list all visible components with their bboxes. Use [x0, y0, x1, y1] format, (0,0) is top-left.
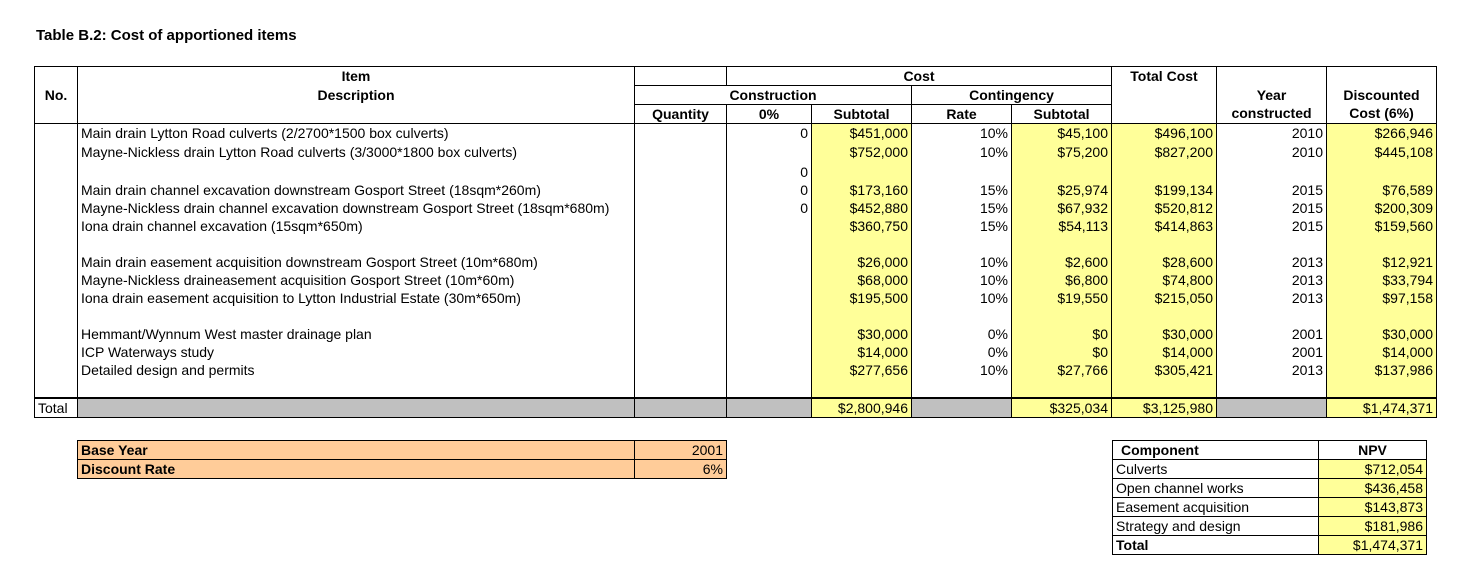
npv-header-npv: NPV: [1319, 441, 1427, 460]
row-description: Iona drain channel excavation (15sqm*650m): [78, 217, 635, 235]
row-subtotal: $752,000: [812, 142, 912, 163]
row-discounted: $97,158: [1327, 289, 1437, 307]
header-cell: [78, 105, 635, 124]
row-subtotal: $173,160: [812, 181, 912, 199]
table-row: [35, 142, 1437, 163]
row-construction-pct: [727, 271, 812, 289]
row-construction-pct: 0: [727, 181, 812, 199]
row-subtotal: $451,000: [812, 124, 912, 143]
cost-table: [34, 66, 1437, 418]
npv-component: Easement acquisition: [1113, 498, 1319, 517]
header-cell: [635, 67, 727, 86]
npv-row: [1113, 517, 1427, 536]
row-no: [35, 181, 78, 199]
header-no: No.: [35, 86, 78, 105]
row-year: [1217, 307, 1327, 325]
row-rate: 15%: [912, 181, 1012, 199]
row-construction-pct: [727, 307, 812, 325]
row-total-cost: [1112, 379, 1217, 398]
header-total-cost: Total Cost: [1112, 67, 1217, 86]
param-row: [78, 460, 727, 479]
param-label: Discount Rate: [78, 460, 635, 479]
row-total-cost: [1112, 235, 1217, 253]
table-row: [35, 199, 1437, 217]
row-year: 2015: [1217, 217, 1327, 235]
row-discounted: [1327, 307, 1437, 325]
row-total-cost: $520,812: [1112, 199, 1217, 217]
row-contingency: $67,932: [1012, 199, 1112, 217]
row-quantity: [635, 253, 727, 271]
row-no: [35, 217, 78, 235]
row-construction-pct: [727, 361, 812, 379]
row-no: [35, 124, 78, 143]
row-quantity: [635, 235, 727, 253]
row-contingency: $0: [1012, 343, 1112, 361]
parameters-table: [77, 440, 727, 479]
table-row: [35, 325, 1437, 343]
row-contingency: $0: [1012, 325, 1112, 343]
header-constructed: constructed: [1217, 105, 1327, 124]
row-construction-pct: [727, 343, 812, 361]
row-construction-pct: [727, 379, 812, 398]
table-title: Table B.2: Cost of apportioned items: [36, 27, 297, 44]
row-no: [35, 271, 78, 289]
row-quantity: [635, 181, 727, 199]
npv-value: $712,054: [1319, 460, 1427, 479]
header-cell: [1112, 105, 1217, 124]
row-contingency: $54,113: [1012, 217, 1112, 235]
row-total-cost: $14,000: [1112, 343, 1217, 361]
header-discounted: Discounted: [1327, 86, 1437, 105]
row-total-cost: $215,050: [1112, 289, 1217, 307]
row-description: [78, 235, 635, 253]
row-no: [35, 379, 78, 398]
total-row: [35, 398, 1437, 418]
row-construction-pct: 0: [727, 199, 812, 217]
row-no: [35, 289, 78, 307]
row-contingency: [1012, 379, 1112, 398]
row-year: [1217, 163, 1327, 181]
row-description: Hemmant/Wynnum West master drainage plan: [78, 325, 635, 343]
row-contingency: $25,974: [1012, 181, 1112, 199]
total-label: Total: [35, 398, 78, 418]
total-subtotal: $2,800,946: [812, 398, 912, 418]
npv-total-row: [1113, 536, 1427, 555]
total-contingency: $325,034: [1012, 398, 1112, 418]
npv-row: [1113, 460, 1427, 479]
row-description: Iona drain easement acquisition to Lytton Industrial Estate (30m*650m): [78, 289, 635, 307]
row-year: 2010: [1217, 124, 1327, 143]
row-year: 2001: [1217, 343, 1327, 361]
row-construction-pct: [727, 217, 812, 235]
header-cell: [35, 67, 78, 86]
npv-header-component: Component: [1113, 441, 1319, 460]
row-subtotal: $68,000: [812, 271, 912, 289]
npv-row: [1113, 479, 1427, 498]
total-cell: [635, 398, 727, 418]
row-contingency: [1012, 163, 1112, 181]
row-year: 2015: [1217, 199, 1327, 217]
row-contingency: $2,600: [1012, 253, 1112, 271]
row-description: Main drain easement acquisition downstream Gosport Street (10m*680m): [78, 253, 635, 271]
row-description: Mayne-Nickless drain Lytton Road culverts (3/3000*1800 box culverts): [78, 142, 635, 163]
header-cost: Cost: [727, 67, 1112, 86]
header-cell: [1112, 86, 1217, 105]
row-subtotal: [812, 379, 912, 398]
row-discounted: $200,309: [1327, 199, 1437, 217]
table-row: [35, 343, 1437, 361]
row-description: Detailed design and permits: [78, 361, 635, 379]
row-contingency: [1012, 235, 1112, 253]
table-row: [35, 289, 1437, 307]
row-subtotal: $30,000: [812, 325, 912, 343]
row-quantity: [635, 361, 727, 379]
row-quantity: [635, 343, 727, 361]
row-no: [35, 163, 78, 181]
row-year: 2010: [1217, 142, 1327, 163]
npv-table: [1112, 440, 1427, 555]
row-contingency: $27,766: [1012, 361, 1112, 379]
table-row: [35, 181, 1437, 199]
row-year: 2013: [1217, 289, 1327, 307]
row-quantity: [635, 163, 727, 181]
table-row: [35, 271, 1437, 289]
row-construction-pct: [727, 325, 812, 343]
npv-component: Culverts: [1113, 460, 1319, 479]
row-subtotal: $195,500: [812, 289, 912, 307]
npv-component: Open channel works: [1113, 479, 1319, 498]
row-rate: 15%: [912, 199, 1012, 217]
row-construction-pct: [727, 289, 812, 307]
row-year: 2013: [1217, 253, 1327, 271]
row-no: [35, 142, 78, 163]
row-no: [35, 235, 78, 253]
row-quantity: [635, 124, 727, 143]
row-subtotal: [812, 235, 912, 253]
row-contingency: $45,100: [1012, 124, 1112, 143]
total-cell: [1217, 398, 1327, 418]
row-rate: [912, 163, 1012, 181]
header-subtotal: Subtotal: [812, 105, 912, 124]
row-rate: 10%: [912, 361, 1012, 379]
header-cont-subtotal: Subtotal: [1012, 105, 1112, 124]
row-quantity: [635, 307, 727, 325]
total-cell: [727, 398, 812, 418]
header-cell: [1217, 67, 1327, 86]
row-rate: 0%: [912, 325, 1012, 343]
header-quantity: Quantity: [635, 105, 727, 124]
row-quantity: [635, 142, 727, 163]
row-discounted: [1327, 163, 1437, 181]
row-no: [35, 361, 78, 379]
table-row: [35, 307, 1437, 325]
row-total-cost: $28,600: [1112, 253, 1217, 271]
table-row: [35, 235, 1437, 253]
row-total-cost: $74,800: [1112, 271, 1217, 289]
row-quantity: [635, 325, 727, 343]
total-cell: [912, 398, 1012, 418]
row-no: [35, 253, 78, 271]
npv-row: [1113, 498, 1427, 517]
header-contingency: Contingency: [912, 86, 1112, 105]
row-rate: 0%: [912, 343, 1012, 361]
row-description: Main drain channel excavation downstream Gosport Street (18sqm*260m): [78, 181, 635, 199]
row-rate: 10%: [912, 124, 1012, 143]
row-description: [78, 163, 635, 181]
header-cell: Construction: [635, 86, 912, 105]
row-construction-pct: [727, 253, 812, 271]
row-total-cost: $305,421: [1112, 361, 1217, 379]
row-rate: 10%: [912, 289, 1012, 307]
row-year: 2013: [1217, 271, 1327, 289]
total-total-cost: $3,125,980: [1112, 398, 1217, 418]
row-description: Main drain Lytton Road culverts (2/2700*1500 box culverts): [78, 124, 635, 143]
param-value: 2001: [635, 441, 727, 460]
row-no: [35, 307, 78, 325]
npv-value: $181,986: [1319, 517, 1427, 536]
row-subtotal: $277,656: [812, 361, 912, 379]
table-row: [35, 217, 1437, 235]
row-construction-pct: [727, 142, 812, 163]
table-row: [35, 124, 1437, 143]
header-cell: [1327, 67, 1437, 86]
row-year: [1217, 235, 1327, 253]
total-cell: [78, 398, 635, 418]
row-total-cost: $199,134: [1112, 181, 1217, 199]
row-contingency: [1012, 307, 1112, 325]
npv-total-label: Total: [1113, 536, 1319, 555]
row-rate: [912, 379, 1012, 398]
header-construction-pct: 0%: [727, 105, 812, 124]
row-subtotal: $26,000: [812, 253, 912, 271]
row-total-cost: $827,200: [1112, 142, 1217, 163]
npv-total-value: $1,474,371: [1319, 536, 1427, 555]
row-discounted: $76,589: [1327, 181, 1437, 199]
row-year: 2015: [1217, 181, 1327, 199]
header-item: Item: [78, 67, 635, 86]
row-description: [78, 307, 635, 325]
row-total-cost: [1112, 163, 1217, 181]
row-description: Mayne-Nickless drain channel excavation downstream Gosport Street (18sqm*680m): [78, 199, 635, 217]
npv-value: $143,873: [1319, 498, 1427, 517]
row-quantity: [635, 271, 727, 289]
row-contingency: $19,550: [1012, 289, 1112, 307]
row-discounted: $445,108: [1327, 142, 1437, 163]
row-total-cost: $496,100: [1112, 124, 1217, 143]
table-row: [35, 253, 1437, 271]
row-discounted: $266,946: [1327, 124, 1437, 143]
row-total-cost: $30,000: [1112, 325, 1217, 343]
row-discounted: $33,794: [1327, 271, 1437, 289]
row-contingency: $75,200: [1012, 142, 1112, 163]
total-discounted: $1,474,371: [1327, 398, 1437, 418]
row-year: 2013: [1217, 361, 1327, 379]
npv-component: Strategy and design: [1113, 517, 1319, 536]
npv-value: $436,458: [1319, 479, 1427, 498]
row-subtotal: $14,000: [812, 343, 912, 361]
row-construction-pct: 0: [727, 124, 812, 143]
header-discounted-pct: Cost (6%): [1327, 105, 1437, 124]
row-discounted: $137,986: [1327, 361, 1437, 379]
row-construction-pct: 0: [727, 163, 812, 181]
row-description: [78, 379, 635, 398]
row-rate: [912, 307, 1012, 325]
param-value: 6%: [635, 460, 727, 479]
row-quantity: [635, 199, 727, 217]
table-row: [35, 361, 1437, 379]
row-description: ICP Waterways study: [78, 343, 635, 361]
param-row: [78, 441, 727, 460]
row-year: [1217, 379, 1327, 398]
row-discounted: $12,921: [1327, 253, 1437, 271]
row-discounted: $14,000: [1327, 343, 1437, 361]
table-row: [35, 163, 1437, 181]
header-rate: Rate: [912, 105, 1012, 124]
row-discounted: [1327, 235, 1437, 253]
row-discounted: $159,560: [1327, 217, 1437, 235]
row-contingency: $6,800: [1012, 271, 1112, 289]
header-cell: [35, 105, 78, 124]
row-rate: [912, 235, 1012, 253]
row-no: [35, 199, 78, 217]
row-quantity: [635, 217, 727, 235]
row-description: Mayne-Nickless draineasement acquisition Gosport Street (10m*60m): [78, 271, 635, 289]
row-no: [35, 325, 78, 343]
header-description: Description: [78, 86, 635, 105]
row-subtotal: $360,750: [812, 217, 912, 235]
param-label: Base Year: [78, 441, 635, 460]
row-rate: 15%: [912, 217, 1012, 235]
row-total-cost: [1112, 307, 1217, 325]
row-construction-pct: [727, 235, 812, 253]
row-total-cost: $414,863: [1112, 217, 1217, 235]
table-row: [35, 379, 1437, 398]
row-discounted: $30,000: [1327, 325, 1437, 343]
row-quantity: [635, 289, 727, 307]
row-rate: 10%: [912, 271, 1012, 289]
row-year: 2001: [1217, 325, 1327, 343]
row-rate: 10%: [912, 253, 1012, 271]
header-year: Year: [1217, 86, 1327, 105]
row-subtotal: [812, 307, 912, 325]
row-discounted: [1327, 379, 1437, 398]
row-rate: 10%: [912, 142, 1012, 163]
row-no: [35, 343, 78, 361]
row-quantity: [635, 379, 727, 398]
row-subtotal: [812, 163, 912, 181]
row-subtotal: $452,880: [812, 199, 912, 217]
